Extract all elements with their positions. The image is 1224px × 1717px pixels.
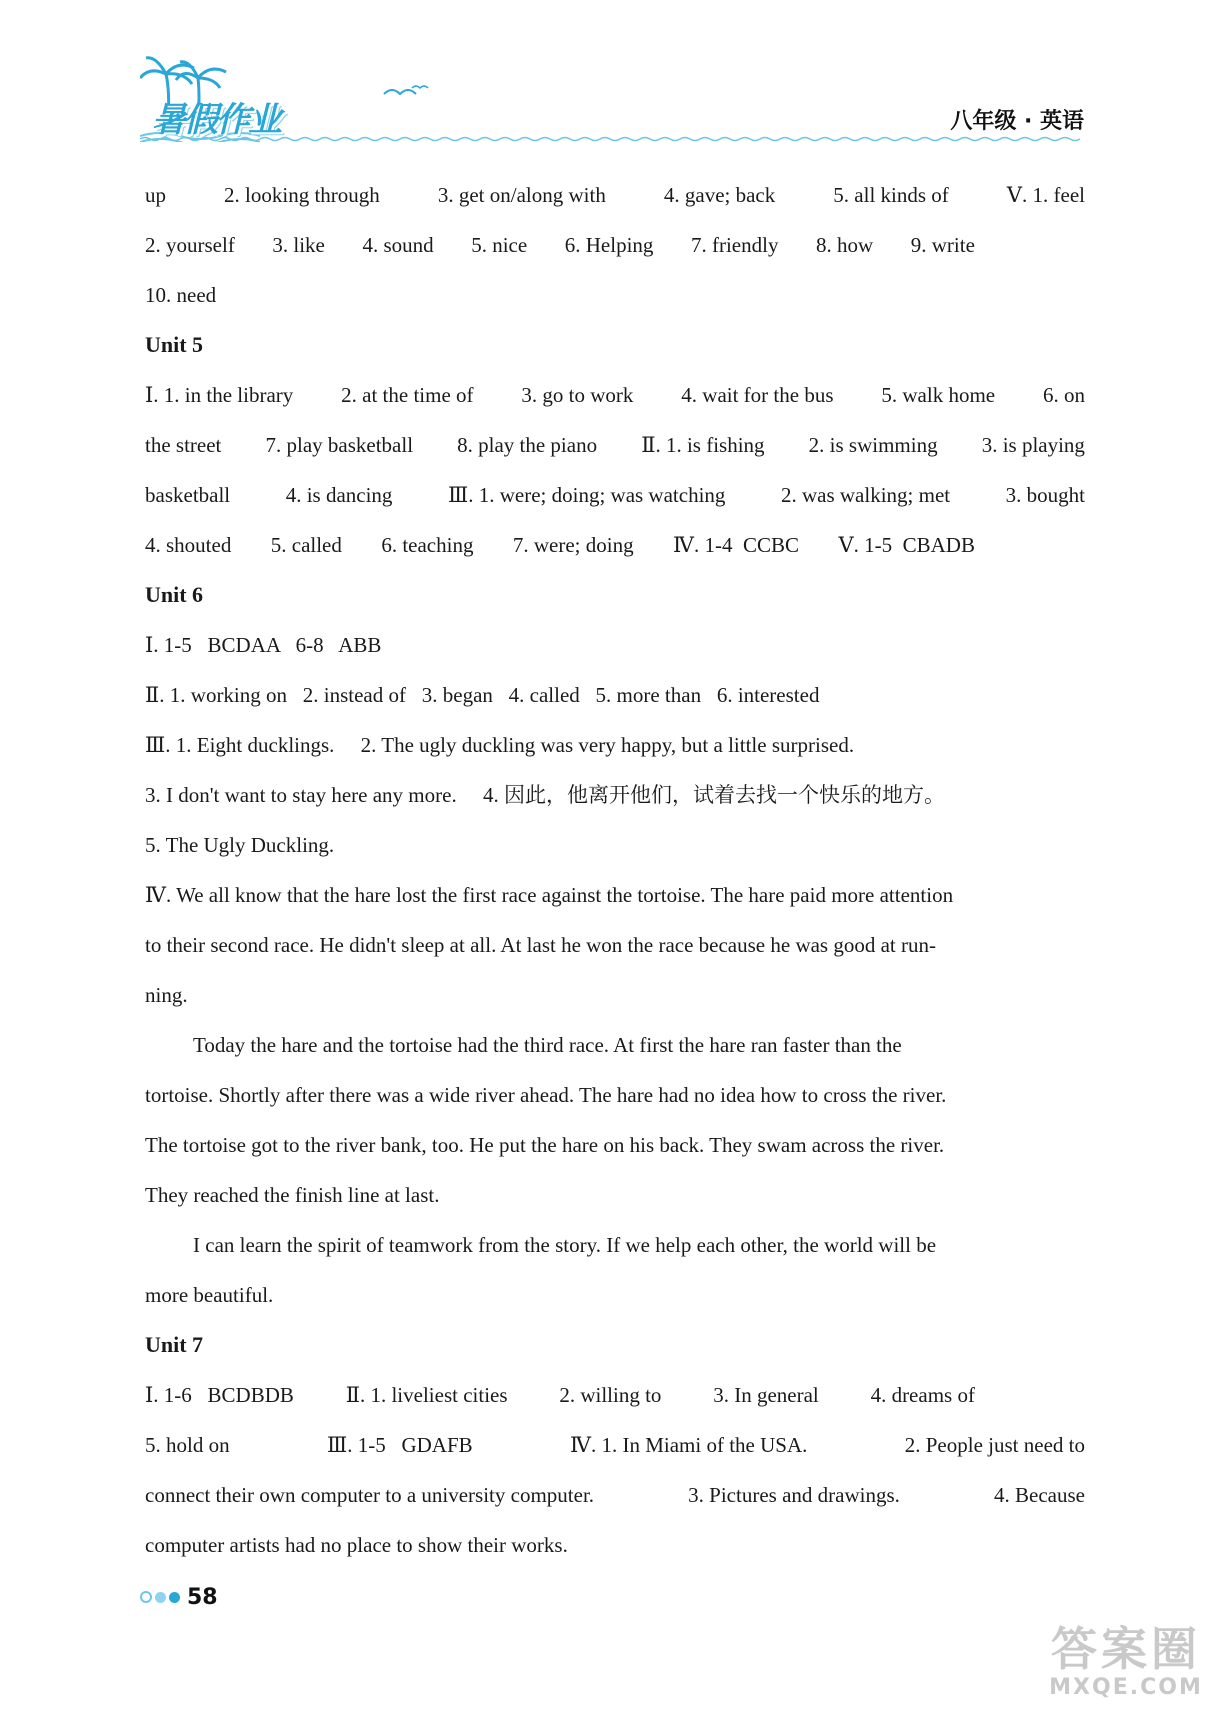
- answer-item: 3. bought: [1005, 483, 1085, 507]
- answer-item: Ⅲ. 1-5 GDAFB: [326, 1433, 473, 1457]
- header-divider: [140, 136, 1086, 142]
- answer-item: 5. walk home: [881, 383, 996, 407]
- answer-item: 4. is dancing: [285, 483, 393, 507]
- answer-item: 2. People just need to: [904, 1433, 1085, 1457]
- answer-line: [145, 820, 1085, 870]
- answer-item: 5. hold on: [145, 1433, 230, 1457]
- page-header: [0, 0, 1224, 160]
- answer-item: 5. nice: [471, 233, 528, 257]
- dot-icon: [140, 1591, 152, 1603]
- answer-item: 2. yourself: [145, 233, 235, 257]
- dot-icon: [155, 1592, 166, 1603]
- essay-text: Today the hare and the tortoise had the third race. At first the hare ran faster than the: [193, 1033, 902, 1057]
- essay-line: [145, 1270, 1085, 1320]
- essay-text: more beautiful.: [145, 1283, 274, 1307]
- answer-line: [145, 770, 1085, 820]
- seagull-icon: [382, 82, 430, 102]
- essay-line: [145, 1020, 1085, 1070]
- answer-item: 3. I don't want to stay here any more. 4. 因此，他离开他们，试着去找一个快乐的地方。: [145, 783, 945, 807]
- answer-line: [145, 220, 975, 270]
- answer-item: 3. like: [272, 233, 325, 257]
- watermark-title: 答案圈: [1051, 1622, 1201, 1676]
- unit-6-title: Unit 6: [145, 582, 204, 607]
- answer-item: Ⅳ. 1. In Miami of the USA.: [570, 1433, 808, 1457]
- essay-text: Ⅳ. We all know that the hare lost the first race against the tortoise. The hare paid more attention: [145, 883, 954, 907]
- answer-item: 4. wait for the bus: [681, 383, 834, 407]
- answer-item: Ⅱ. 1. working on 2. instead of 3. began 4. called 5. more than 6. interested: [145, 683, 820, 707]
- answer-item: Ⅰ. 1-6 BCDBDB: [145, 1383, 294, 1407]
- answer-line: [145, 270, 1085, 320]
- answer-line: [145, 620, 1085, 670]
- answer-item: Ⅴ. 1-5 CBADB: [838, 533, 975, 557]
- essay-line: [145, 1170, 1085, 1220]
- essay-text: to their second race. He didn't sleep at all. At last he won the race because he was good at run-: [145, 933, 936, 957]
- answer-item: 4. shouted: [145, 533, 232, 557]
- watermark-url: MXQE.COM: [1049, 1675, 1203, 1700]
- answer-line: [145, 170, 1085, 220]
- answer-item: computer artists had no place to show their works.: [145, 1533, 568, 1557]
- answer-item: up: [145, 183, 166, 207]
- answer-item: 7. play basketball: [265, 433, 414, 457]
- answer-content: [145, 170, 1085, 1570]
- answer-item: 7. were; doing: [512, 533, 634, 557]
- answer-item: Ⅲ. 1. were; doing; was watching: [447, 483, 726, 507]
- essay-text: They reached the finish line at last.: [145, 1183, 440, 1207]
- answer-line: [145, 1420, 1085, 1470]
- answer-item: Ⅲ. 1. Eight ducklings. 2. The ugly duckling was very happy, but a little surprised.: [145, 733, 855, 757]
- answer-item: the street: [145, 433, 222, 457]
- answer-line: [145, 1470, 1085, 1520]
- grade-subject-label: 八年级 · 英语: [950, 109, 1084, 134]
- unit-5-title: Unit 5: [145, 332, 204, 357]
- answer-item: Ⅳ. 1-4 CCBC: [673, 533, 800, 557]
- answer-item: 5. all kinds of: [833, 183, 949, 207]
- answer-line: [145, 520, 975, 570]
- unit-7-title: Unit 7: [145, 1332, 204, 1357]
- answer-item: 6. on: [1043, 383, 1085, 407]
- answer-item: 3. Pictures and drawings.: [688, 1483, 900, 1507]
- answer-line: [145, 1370, 975, 1420]
- answer-line: [145, 720, 1085, 770]
- answer-item: 9. write: [910, 233, 975, 257]
- answer-item: 5. called: [270, 533, 342, 557]
- answer-item: 7. friendly: [690, 233, 779, 257]
- answer-item: Ⅰ. 1. in the library: [145, 383, 294, 407]
- page-number: 58: [187, 1584, 218, 1610]
- answer-line: [145, 420, 1085, 470]
- answer-line: [145, 670, 1085, 720]
- answer-item: 8. play the piano: [457, 433, 598, 457]
- essay-line: [145, 870, 1085, 920]
- answer-item: 5. The Ugly Duckling.: [145, 833, 335, 857]
- answer-item: 3. go to work: [521, 383, 634, 407]
- essay-text: The tortoise got to the river bank, too. He put the hare on his back. They swam across the river.: [145, 1133, 945, 1157]
- page-footer: [140, 1582, 218, 1612]
- answer-item: Ⅱ. 1. is fishing: [641, 433, 765, 457]
- answer-line: [145, 470, 1085, 520]
- answer-item: 4. gave; back: [663, 183, 776, 207]
- answer-item: 2. at the time of: [341, 383, 474, 407]
- summer-homework-logo: [140, 52, 320, 142]
- answer-item: 3. is playing: [981, 433, 1085, 457]
- answer-item: 8. how: [816, 233, 874, 257]
- answer-item: 2. willing to: [559, 1383, 662, 1407]
- answer-item: 10. need: [145, 283, 217, 307]
- essay-text: tortoise. Shortly after there was a wide river ahead. The hare had no idea how to cross the river.: [145, 1083, 947, 1107]
- answer-line: [145, 1520, 1085, 1570]
- answer-item: 4. dreams of: [870, 1383, 975, 1407]
- answer-item: 3. In general: [713, 1383, 819, 1407]
- essay-line: [145, 970, 1085, 1020]
- answer-line: [145, 370, 1085, 420]
- answer-item: 3. get on/along with: [437, 183, 606, 207]
- answer-item: Ⅴ. 1. feel: [1006, 183, 1085, 207]
- answer-item: 6. Helping: [564, 233, 654, 257]
- essay-line: [145, 1220, 1085, 1270]
- essay-text: ning.: [145, 983, 188, 1007]
- answer-item: 2. looking through: [224, 183, 380, 207]
- site-watermark: [1036, 1623, 1216, 1713]
- dot-icon: [169, 1592, 180, 1603]
- answer-item: 4. Because: [994, 1483, 1085, 1507]
- answer-item: basketball: [145, 483, 231, 507]
- answer-item: Ⅰ. 1-5 BCDAA 6-8 ABB: [145, 633, 382, 657]
- answer-item: 4. sound: [362, 233, 434, 257]
- essay-line: [145, 1070, 1085, 1120]
- answer-item: connect their own computer to a university computer.: [145, 1483, 595, 1507]
- essay-text: I can learn the spirit of teamwork from the story. If we help each other, the world will be: [193, 1233, 937, 1257]
- logo-title: 暑假作业: [152, 100, 280, 140]
- answer-item: 2. is swimming: [808, 433, 938, 457]
- essay-line: [145, 1120, 1085, 1170]
- answer-item: 2. was walking; met: [780, 483, 951, 507]
- answer-item: Ⅱ. 1. liveliest cities: [345, 1383, 508, 1407]
- essay-line: [145, 920, 1085, 970]
- answer-item: 6. teaching: [381, 533, 474, 557]
